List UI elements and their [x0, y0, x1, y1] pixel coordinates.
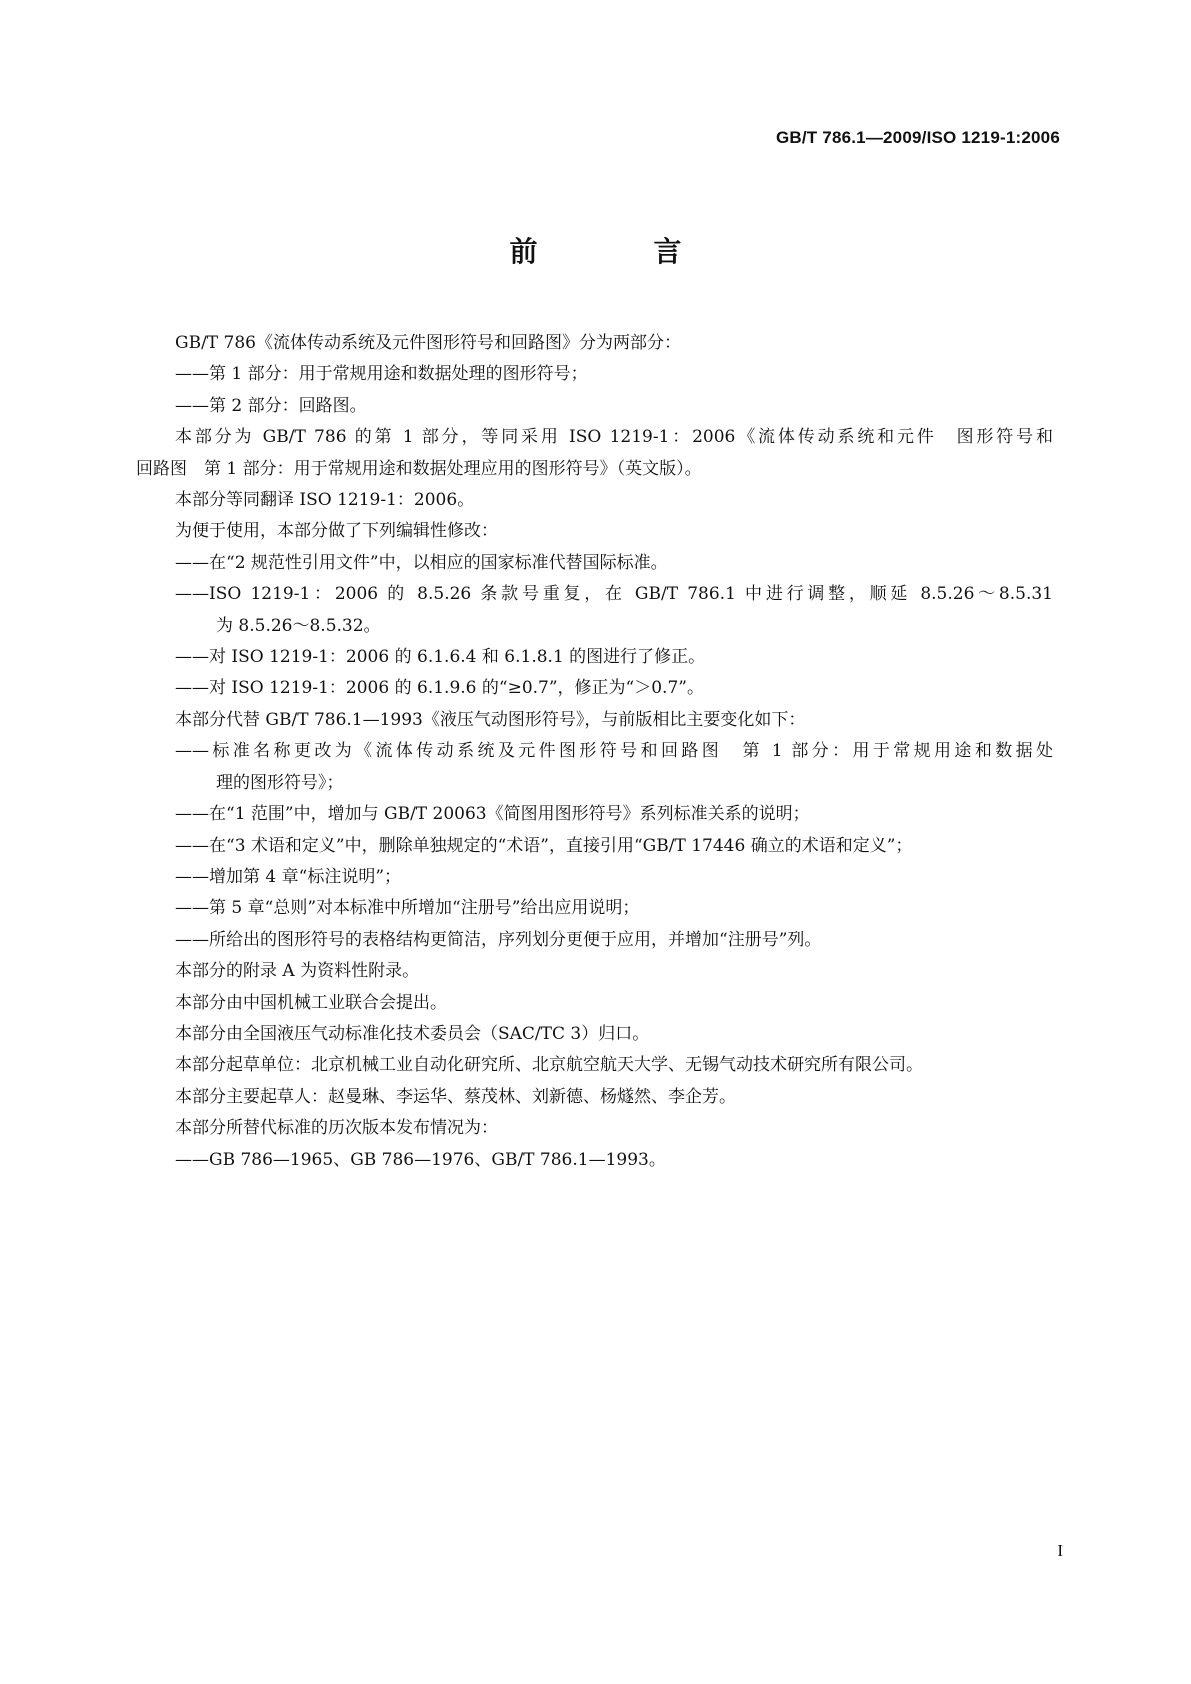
page-number: I: [1057, 1541, 1063, 1560]
paragraph: 本部分代替 GB/T 786.1—1993《液压气动图形符号》，与前版相比主要变化如下：: [175, 709, 806, 730]
list-item: ——对 ISO 1219-1：2006 的 6.1.6.4 和 6.1.8.1 的图进行了修正。: [175, 647, 706, 668]
paragraph: 本部分为 GB/T 786 的第 1 部分，等同采用 ISO 1219-1：2006《流体传动系统和元件 图形符号和: [175, 427, 1053, 448]
paragraph: 为便于使用，本部分做了下列编辑性修改：: [175, 521, 498, 542]
foreword-body: [136, 328, 1053, 1176]
paragraph: 本部分主要起草人：赵曼琳、李运华、蔡茂林、刘新德、杨燧然、李企芳。: [175, 1086, 736, 1107]
page-title: 前 言: [509, 235, 726, 268]
list-item-continuation: 理的图形符号》；: [216, 772, 344, 793]
paragraph: 本部分起草单位：北京机械工业自动化研究所、北京航空航天大学、无锡气动技术研究所有限公司。: [175, 1055, 923, 1076]
list-item: ——所给出的图形符号的表格结构更简洁，序列划分更便于应用，并增加“注册号”列。: [175, 929, 822, 950]
list-item: ——第 2 部分：回路图。: [175, 395, 367, 416]
paragraph: 本部分的附录 A 为资料性附录。: [175, 961, 420, 982]
paragraph: GB/T 786《流体传动系统及元件图形符号和回路图》分为两部分：: [175, 333, 681, 353]
list-item-continuation: 为 8.5.26～8.5.32。: [216, 615, 381, 636]
list-item: ——在“2 规范性引用文件”中，以相应的国家标准代替国际标准。: [175, 552, 668, 573]
list-item: ——第 1 部分：用于常规用途和数据处理的图形符号；: [175, 364, 588, 385]
list-item: ——对 ISO 1219-1：2006 的 6.1.9.6 的“≥0.7”，修正为“＞0.7”。: [175, 678, 704, 699]
list-item: ——第 5 章“总则”对本标准中所增加“注册号”给出应用说明；: [175, 898, 640, 919]
paragraph: 本部分由中国机械工业联合会提出。: [175, 992, 447, 1013]
list-item: ——在“1 范围”中，增加与 GB/T 20063《简图用图形符号》系列标准关系的说明；: [175, 804, 810, 825]
standard-identifier: GB/T 786.1—2009/ISO 1219-1:2006: [775, 128, 1060, 147]
paragraph-continuation: 回路图 第 1 部分：用于常规用途和数据处理应用的图形符号》（英文版）。: [136, 458, 702, 479]
paragraph: 本部分由全国液压气动标准化技术委员会（SAC/TC 3）归口。: [175, 1023, 650, 1044]
list-item: ——GB 786—1965、GB 786—1976、GB/T 786.1—1993。: [175, 1149, 666, 1170]
list-item: ——标准名称更改为《流体传动系统及元件图形符号和回路图 第 1 部分：用于常规用途和数据处: [175, 741, 1053, 762]
paragraph: 本部分等同翻译 ISO 1219-1：2006。: [175, 490, 475, 511]
list-item: ——增加第 4 章“标注说明”；: [175, 866, 402, 887]
list-item: ——ISO 1219-1：2006 的 8.5.26 条款号重复，在 GB/T 786.1 中进行调整，顺延 8.5.26～8.5.31: [175, 584, 1053, 605]
paragraph: 本部分所替代标准的历次版本发布情况为：: [175, 1118, 498, 1139]
list-item: ——在“3 术语和定义”中，删除单独规定的“术语”，直接引用“GB/T 17446 确立的术语和定义”；: [175, 835, 913, 856]
